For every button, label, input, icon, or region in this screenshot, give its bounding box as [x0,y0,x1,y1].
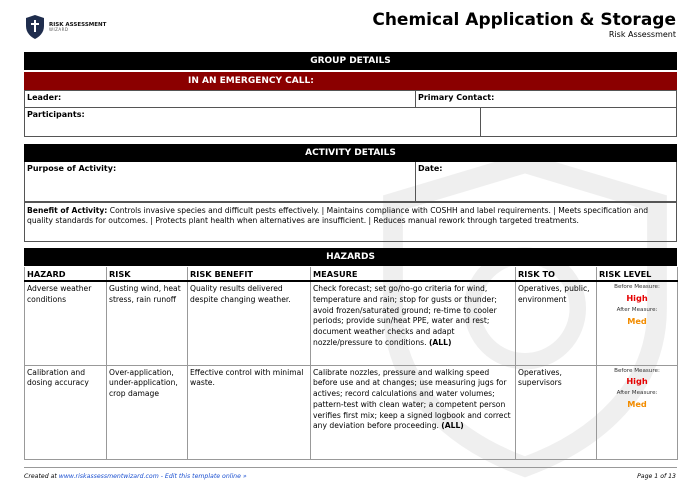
logo-line-1: RISK ASSESSMENT [49,21,107,28]
date-field[interactable] [416,162,676,201]
document-subtitle: Risk Assessment [608,30,676,39]
participants-row [24,108,677,137]
before-measure-label: Before Measure: [614,367,660,374]
footer-credit [24,473,247,480]
participants-extra-field[interactable] [481,108,676,136]
col-risk: RISK [107,267,188,281]
risk-level-cell [597,281,678,365]
shield-logo-icon [25,14,45,40]
hazards-header: HAZARDS [24,248,677,266]
hazards-table-header [25,267,678,281]
table-row [25,365,678,459]
after-level: Med [627,315,647,326]
footer-edit-link[interactable]: - Edit this template online » [160,473,247,480]
col-risk-to: RISK TO [516,267,597,281]
leader-field[interactable] [25,91,416,107]
activity-details-header: ACTIVITY DETAILS [24,144,677,162]
after-measure-label: After Measure: [616,390,658,397]
page-number: Page 1 of 13 [637,473,676,480]
participants-field[interactable] [25,108,481,136]
col-measure: MEASURE [311,267,516,281]
logo-line-2: WIZARD [49,26,69,32]
hazard-cell: Calibration and dosing accuracy [25,365,107,459]
participants-label: Participants: [27,110,85,119]
benefit-cell: Quality results delivered despite changing weather. [188,281,311,365]
purpose-field[interactable] [25,162,416,201]
document-title: Chemical Application & Storage [372,10,676,30]
leader-row [24,90,677,108]
before-measure-label: Before Measure: [614,284,660,290]
measure-cell [311,281,516,365]
leader-label: Leader: [27,93,62,102]
col-hazard: HAZARD [25,267,107,281]
measure-text: Calibrate nozzles, pressure and walking speed before use and at changes; use measuring jugs for actives; record calculations and water volumes; pattern-test with clean water; a competent person verifies first mix; keep a signed logbook and correct any deviation before proceeding. [313,367,511,431]
risk-to-cell: Operatives, public, environment [516,281,597,365]
risk-cell: Gusting wind, heat stress, rain runoff [107,281,188,365]
footer-site-link[interactable]: www.riskassessmentwizard.com [58,473,159,480]
hazard-cell: Adverse weather conditions [25,281,107,365]
primary-contact-field[interactable] [416,91,676,107]
benefit-cell: Effective control with minimal waste. [188,365,311,459]
after-measure-label: After Measure: [616,306,658,313]
measure-cell [311,365,516,459]
benefit-label: Benefit of Activity: [27,206,108,215]
emergency-call-bar: IN AN EMERGENCY CALL: [24,72,677,90]
footer-created-prefix: Created at [24,473,57,480]
risk-to-cell: Operatives, supervisors [516,365,597,459]
footer-divider [24,467,677,468]
after-level: Med [627,399,647,410]
table-row [25,281,678,365]
measure-tag: (ALL) [441,421,464,431]
benefit-text: Controls invasive species and difficult pests effectively. | Maintains compliance with COSHH and label requirements. | Meets specification and quality standards for outcomes. | Protects plant health when alternatives are insufficient. | Reduces manual rework through targeted treatments. [27,206,649,225]
group-details-header: GROUP DETAILS [24,52,677,70]
before-level: High [626,292,648,303]
before-level: High [626,376,648,387]
risk-cell: Over-application, under-application, crop damage [107,365,188,459]
risk-level-cell [597,365,678,459]
measure-text: Check forecast; set go/no-go criteria for wind, temperature and rain; stop for gusts or thunder; avoid frozen/saturated ground; re-time to cooler periods; provide sun/heat PPE, water and rest; document weather checks and adapt nozzle/pressure to conditions. [313,284,497,347]
hazards-table [24,267,678,460]
brand-logo [25,14,106,40]
col-risk-benefit: RISK BENEFIT [188,267,311,281]
purpose-label: Purpose of Activity: [27,164,117,173]
date-label: Date: [418,164,443,173]
measure-tag: (ALL) [428,337,452,347]
purpose-row [24,162,677,202]
benefit-of-activity [24,202,677,242]
col-risk-level: RISK LEVEL [597,267,678,281]
primary-contact-label: Primary Contact: [418,93,495,102]
